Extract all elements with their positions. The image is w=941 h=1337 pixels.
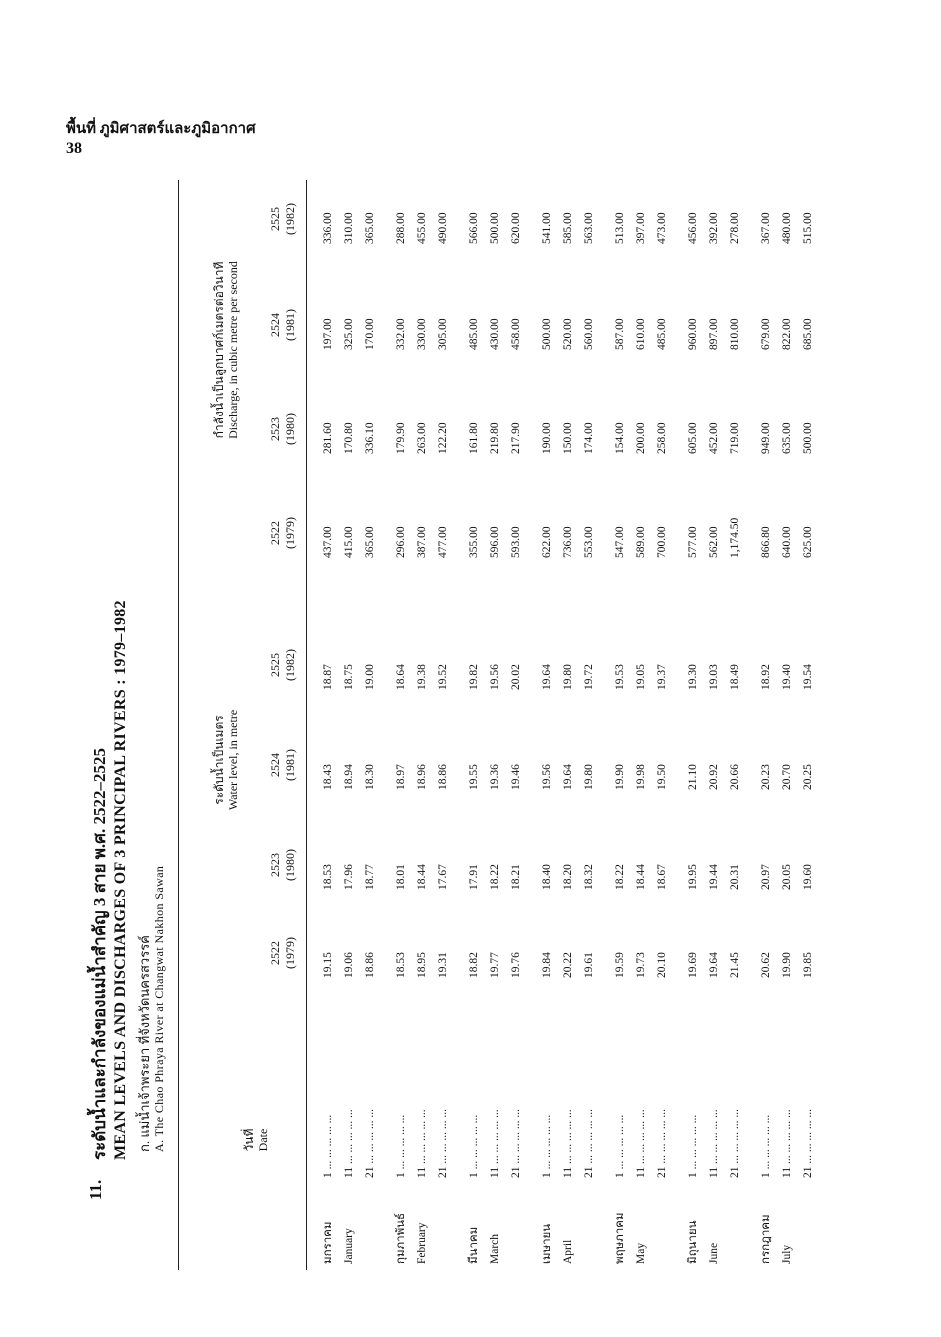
water-level-cell: 19.73	[635, 952, 647, 978]
water-level-cell: 20.97	[760, 864, 772, 890]
discharge-header-th: กำลังน้ำเป็นลูกบาศก์เมตรต่อวินาที	[212, 261, 226, 439]
discharge-cell: 679.00	[760, 318, 772, 350]
water-level-cell: 17.96	[343, 864, 355, 890]
water-level-cell: 18.92	[760, 664, 772, 690]
discharge-cell: 700.00	[656, 526, 668, 558]
discharge-cell: 305.00	[437, 318, 449, 350]
water-level-cell: 19.46	[510, 764, 522, 790]
month-label-en: July	[781, 1244, 793, 1264]
discharge-cell: 577.00	[687, 526, 699, 558]
date-cell: 11 ... ... ... ... ...	[562, 1109, 574, 1178]
discharge-cell: 622.00	[541, 526, 553, 558]
water-level-cell: 18.95	[416, 952, 428, 978]
discharge-cell: 325.00	[343, 318, 355, 350]
discharge-cell: 455.00	[416, 212, 428, 244]
wl-year-2522: 2522 (1979)	[268, 937, 297, 969]
page-number: 38	[66, 140, 82, 157]
discharge-cell: 635.00	[781, 422, 793, 454]
water-level-cell: 18.22	[614, 864, 626, 890]
discharge-cell: 150.00	[562, 422, 574, 454]
water-level-cell: 19.53	[614, 664, 626, 690]
table-row	[506, 180, 527, 1270]
table-row	[704, 180, 725, 1270]
water-level-cell: 20.05	[781, 864, 793, 890]
date-cell: 11 ... ... ... ... ...	[416, 1109, 428, 1178]
discharge-cell: 719.00	[729, 422, 741, 454]
discharge-cell: 810.00	[729, 318, 741, 350]
water-level-cell: 19.90	[614, 764, 626, 790]
month-group	[537, 180, 600, 1270]
discharge-cell: 170.00	[364, 318, 376, 350]
water-level-cell: 18.53	[322, 864, 334, 890]
water-level-cell: 18.86	[437, 764, 449, 790]
date-cell: 1 ... ... ... ... ...	[322, 1114, 334, 1178]
water-level-cell: 18.67	[656, 864, 668, 890]
water-level-cell: 19.05	[635, 664, 647, 690]
table-row	[579, 180, 600, 1270]
table-row	[652, 180, 673, 1270]
table-row	[610, 180, 631, 1270]
date-cell: 21 ... ... ... ... ...	[802, 1109, 814, 1178]
table-title-en: MEAN LEVELS AND DISCHARGES OF 3 PRINCIPAL RIVERS : 1979–1982	[112, 600, 129, 1160]
water-level-cell: 17.91	[468, 864, 480, 890]
discharge-cell: 541.00	[541, 212, 553, 244]
water-level-cell: 19.15	[322, 952, 334, 978]
water-level-cell: 19.80	[583, 764, 595, 790]
water-level-cell: 19.80	[562, 664, 574, 690]
water-level-cell: 18.30	[364, 764, 376, 790]
discharge-cell: 485.00	[656, 318, 668, 350]
discharge-cell: 547.00	[614, 526, 626, 558]
water-level-cell: 18.97	[395, 764, 407, 790]
water-level-cell: 19.55	[468, 764, 480, 790]
water-level-cell: 19.98	[635, 764, 647, 790]
water-level-cell: 19.76	[510, 952, 522, 978]
discharge-cell: 897.00	[708, 318, 720, 350]
table-row	[433, 180, 454, 1270]
table-row	[798, 180, 819, 1270]
table-row	[777, 180, 798, 1270]
page-header	[66, 120, 256, 158]
water-level-header-en: Water level, in metre	[226, 709, 240, 811]
table-header-rule	[306, 180, 307, 1270]
discharge-cell: 355.00	[468, 526, 480, 558]
month-group	[318, 180, 381, 1270]
discharge-cell: 332.00	[395, 318, 407, 350]
water-level-cell: 19.50	[656, 764, 668, 790]
water-level-cell: 19.59	[614, 952, 626, 978]
month-label-th: มีนาคม	[468, 1226, 480, 1264]
water-level-cell: 19.00	[364, 664, 376, 690]
date-cell: 21 ... ... ... ... ...	[729, 1109, 741, 1178]
discharge-cell: 589.00	[635, 526, 647, 558]
water-level-cell: 20.62	[760, 952, 772, 978]
month-label-en: June	[708, 1242, 720, 1264]
discharge-cell: 596.00	[489, 526, 501, 558]
discharge-cell: 263.00	[416, 422, 428, 454]
discharge-cell: 593.00	[510, 526, 522, 558]
discharge-cell: 563.00	[583, 212, 595, 244]
table-row	[339, 180, 360, 1270]
date-cell: 1 ... ... ... ... ...	[614, 1114, 626, 1178]
discharge-cell: 490.00	[437, 212, 449, 244]
water-level-cell: 18.32	[583, 864, 595, 890]
water-level-cell: 19.90	[781, 952, 793, 978]
discharge-cell: 296.00	[395, 526, 407, 558]
table-row	[725, 180, 746, 1270]
table-row	[485, 180, 506, 1270]
discharge-cell: 397.00	[635, 212, 647, 244]
discharge-cell: 587.00	[614, 318, 626, 350]
water-level-cell: 20.92	[708, 764, 720, 790]
dc-year-2522: 2522 (1979)	[268, 517, 297, 549]
discharge-cell: 258.00	[656, 422, 668, 454]
discharge-cell: 640.00	[781, 526, 793, 558]
month-label-en: January	[343, 1228, 355, 1264]
discharge-cell: 170.80	[343, 422, 355, 454]
date-cell: 1 ... ... ... ... ...	[541, 1114, 553, 1178]
section-title: พื้นที่ ภูมิศาสตร์และภูมิอากาศ	[66, 121, 256, 137]
water-level-cell: 18.64	[395, 664, 407, 690]
discharge-cell: 520.00	[562, 318, 574, 350]
water-level-cell: 18.75	[343, 664, 355, 690]
discharge-cell: 500.00	[802, 422, 814, 454]
water-level-cell: 19.64	[541, 664, 553, 690]
water-level-cell: 18.53	[395, 952, 407, 978]
discharge-cell: 566.00	[468, 212, 480, 244]
water-level-cell: 19.56	[489, 664, 501, 690]
month-label-th: กุมภาพันธ์	[395, 1212, 407, 1264]
date-cell: 11 ... ... ... ... ...	[708, 1109, 720, 1178]
water-level-cell: 20.25	[802, 764, 814, 790]
water-level-cell: 21.45	[729, 952, 741, 978]
water-level-cell: 18.44	[416, 864, 428, 890]
discharge-cell: 620.00	[510, 212, 522, 244]
date-cell: 11 ... ... ... ... ...	[489, 1109, 501, 1178]
month-label-th: พฤษภาคม	[614, 1212, 626, 1264]
water-level-cell: 20.23	[760, 764, 772, 790]
month-label-en: March	[489, 1233, 501, 1264]
water-level-cell: 19.03	[708, 664, 720, 690]
table-header	[182, 180, 306, 1270]
table-row	[464, 180, 485, 1270]
water-level-cell: 19.36	[489, 764, 501, 790]
water-level-cell: 18.77	[364, 864, 376, 890]
water-level-cell: 19.77	[489, 952, 501, 978]
discharge-cell: 219.80	[489, 422, 501, 454]
water-level-cell: 17.67	[437, 864, 449, 890]
water-level-cell: 19.44	[708, 864, 720, 890]
month-label-en: May	[635, 1242, 647, 1264]
discharge-cell: 190.00	[541, 422, 553, 454]
discharge-cell: 458.00	[510, 318, 522, 350]
water-level-cell: 19.64	[708, 952, 720, 978]
discharge-cell: 553.00	[583, 526, 595, 558]
water-level-cell: 19.60	[802, 864, 814, 890]
discharge-cell: 430.00	[489, 318, 501, 350]
water-level-cell: 19.61	[583, 952, 595, 978]
water-level-cell: 18.86	[364, 952, 376, 978]
water-level-cell: 19.30	[687, 664, 699, 690]
month-label-th: มิถุนายน	[687, 1220, 699, 1264]
month-label-en: February	[416, 1222, 428, 1264]
table-top-rule	[178, 180, 179, 1270]
table-row	[318, 180, 339, 1270]
water-level-cell: 19.64	[562, 764, 574, 790]
water-level-cell: 18.94	[343, 764, 355, 790]
discharge-cell: 485.00	[468, 318, 480, 350]
wl-year-2523: 2523 (1980)	[268, 849, 297, 881]
discharge-cell: 500.00	[541, 318, 553, 350]
water-level-cell: 18.40	[541, 864, 553, 890]
water-level-cell: 18.20	[562, 864, 574, 890]
discharge-cell: 473.00	[656, 212, 668, 244]
discharge-cell: 278.00	[729, 212, 741, 244]
month-label-th: เมษายน	[541, 1223, 553, 1264]
discharge-cell: 122.20	[437, 422, 449, 454]
water-level-cell: 18.43	[322, 764, 334, 790]
water-level-cell: 18.44	[635, 864, 647, 890]
discharge-cell: 625.00	[802, 526, 814, 558]
month-label-en: April	[562, 1239, 574, 1264]
discharge-cell: 736.00	[562, 526, 574, 558]
table-row	[683, 180, 704, 1270]
date-cell: 1 ... ... ... ... ...	[687, 1114, 699, 1178]
discharge-cell: 605.00	[687, 422, 699, 454]
discharge-cell: 197.00	[322, 318, 334, 350]
table-row	[558, 180, 579, 1270]
discharge-cell: 513.00	[614, 212, 626, 244]
discharge-cell: 477.00	[437, 526, 449, 558]
table-subtitle-en: A. The Chao Phraya River at Changwat Nakhon Sawan	[152, 865, 166, 1152]
date-cell: 21 ... ... ... ... ...	[583, 1109, 595, 1178]
discharge-cell: 415.00	[343, 526, 355, 558]
water-level-header-th: ระดับน้ำเป็นเมตร	[212, 715, 226, 805]
discharge-cell: 822.00	[781, 318, 793, 350]
water-level-cell: 20.02	[510, 664, 522, 690]
discharge-cell: 367.00	[760, 212, 772, 244]
discharge-cell: 500.00	[489, 212, 501, 244]
table-row	[391, 180, 412, 1270]
table-row	[537, 180, 558, 1270]
wl-year-2524: 2524 (1981)	[268, 749, 297, 781]
dc-year-2525: 2525 (1982)	[268, 203, 297, 235]
discharge-cell: 452.00	[708, 422, 720, 454]
date-cell: 1 ... ... ... ... ...	[760, 1114, 772, 1178]
water-level-cell: 19.06	[343, 952, 355, 978]
month-group	[683, 180, 746, 1270]
month-label-th: มกราคม	[322, 1221, 334, 1264]
water-level-cell: 19.82	[468, 664, 480, 690]
month-label-th: กรกฎาคม	[760, 1214, 772, 1264]
discharge-cell: 610.00	[635, 318, 647, 350]
water-level-cell: 18.87	[322, 664, 334, 690]
discharge-header-en: Discharge, in cubic metre per second	[226, 261, 240, 439]
discharge-cell: 336.00	[322, 212, 334, 244]
discharge-cell: 685.00	[802, 318, 814, 350]
discharge-cell: 161.80	[468, 422, 480, 454]
date-header-th: วันที่	[242, 1128, 256, 1152]
discharge-cell: 437.00	[322, 526, 334, 558]
discharge-cell: 456.00	[687, 212, 699, 244]
table-subtitle-th: ก. แม่น้ำเจ้าพระยา ที่จังหวัดนครสวรรค์	[137, 935, 152, 1152]
water-level-cell: 20.31	[729, 864, 741, 890]
rotated-table-block	[86, 180, 878, 1270]
discharge-cell: 585.00	[562, 212, 574, 244]
water-level-cell: 20.22	[562, 952, 574, 978]
discharge-cell: 365.00	[364, 212, 376, 244]
discharge-cell: 949.00	[760, 422, 772, 454]
water-level-cell: 20.70	[781, 764, 793, 790]
water-level-cell: 19.84	[541, 952, 553, 978]
date-cell: 11 ... ... ... ... ...	[781, 1109, 793, 1178]
discharge-cell: 866.80	[760, 526, 772, 558]
table-row	[412, 180, 433, 1270]
table-row	[631, 180, 652, 1270]
water-level-cell: 19.72	[583, 664, 595, 690]
water-level-cell: 19.40	[781, 664, 793, 690]
discharge-cell: 560.00	[583, 318, 595, 350]
date-cell: 21 ... ... ... ... ...	[364, 1109, 376, 1178]
discharge-cell: 480.00	[781, 212, 793, 244]
water-level-cell: 18.21	[510, 864, 522, 890]
date-cell: 21 ... ... ... ... ...	[437, 1109, 449, 1178]
discharge-cell: 515.00	[802, 212, 814, 244]
discharge-cell: 200.00	[635, 422, 647, 454]
table-title-th: ระดับน้ำและกำลังของแม่น้ำสำคัญ 3 สาย พ.ศ. 2522–2525	[90, 748, 109, 1160]
wl-year-2525: 2525 (1982)	[268, 649, 297, 681]
date-cell: 1 ... ... ... ... ...	[468, 1114, 480, 1178]
dc-year-2524: 2524 (1981)	[268, 309, 297, 341]
table-row	[756, 180, 777, 1270]
date-cell: 11 ... ... ... ... ...	[343, 1109, 355, 1178]
month-group	[391, 180, 454, 1270]
discharge-cell: 154.00	[614, 422, 626, 454]
water-level-cell: 19.54	[802, 664, 814, 690]
date-cell: 21 ... ... ... ... ...	[510, 1109, 522, 1178]
water-level-cell: 19.31	[437, 952, 449, 978]
date-header-en: Date	[256, 1128, 270, 1152]
discharge-cell: 217.90	[510, 422, 522, 454]
table-body	[318, 180, 819, 1270]
water-level-cell: 19.37	[656, 664, 668, 690]
discharge-cell: 281.60	[322, 422, 334, 454]
water-level-cell: 19.85	[802, 952, 814, 978]
water-level-cell: 19.52	[437, 664, 449, 690]
discharge-cell: 330.00	[416, 318, 428, 350]
water-level-cell: 18.82	[468, 952, 480, 978]
water-level-cell: 19.95	[687, 864, 699, 890]
date-cell: 1 ... ... ... ... ...	[395, 1114, 407, 1178]
discharge-cell: 310.00	[343, 212, 355, 244]
water-level-cell: 18.01	[395, 864, 407, 890]
water-level-cell: 20.10	[656, 952, 668, 978]
discharge-cell: 1,174.50	[729, 517, 741, 558]
discharge-cell: 365.00	[364, 526, 376, 558]
water-level-cell: 20.66	[729, 764, 741, 790]
discharge-cell: 960.00	[687, 318, 699, 350]
dc-year-2523: 2523 (1980)	[268, 413, 297, 445]
water-level-cell: 18.49	[729, 664, 741, 690]
date-cell: 11 ... ... ... ... ...	[635, 1109, 647, 1178]
discharge-cell: 387.00	[416, 526, 428, 558]
discharge-cell: 392.00	[708, 212, 720, 244]
month-group	[610, 180, 673, 1270]
water-level-cell: 19.56	[541, 764, 553, 790]
table-row	[360, 180, 381, 1270]
discharge-cell: 288.00	[395, 212, 407, 244]
date-cell: 21 ... ... ... ... ...	[656, 1109, 668, 1178]
discharge-cell: 179.90	[395, 422, 407, 454]
water-level-cell: 18.96	[416, 764, 428, 790]
discharge-cell: 336.10	[364, 422, 376, 454]
table-number: 11.	[86, 1179, 105, 1200]
water-level-cell: 19.38	[416, 664, 428, 690]
water-level-cell: 18.22	[489, 864, 501, 890]
month-group	[756, 180, 819, 1270]
discharge-cell: 174.00	[583, 422, 595, 454]
month-group	[464, 180, 527, 1270]
water-level-cell: 19.69	[687, 952, 699, 978]
water-level-cell: 21.10	[687, 764, 699, 790]
discharge-cell: 562.00	[708, 526, 720, 558]
